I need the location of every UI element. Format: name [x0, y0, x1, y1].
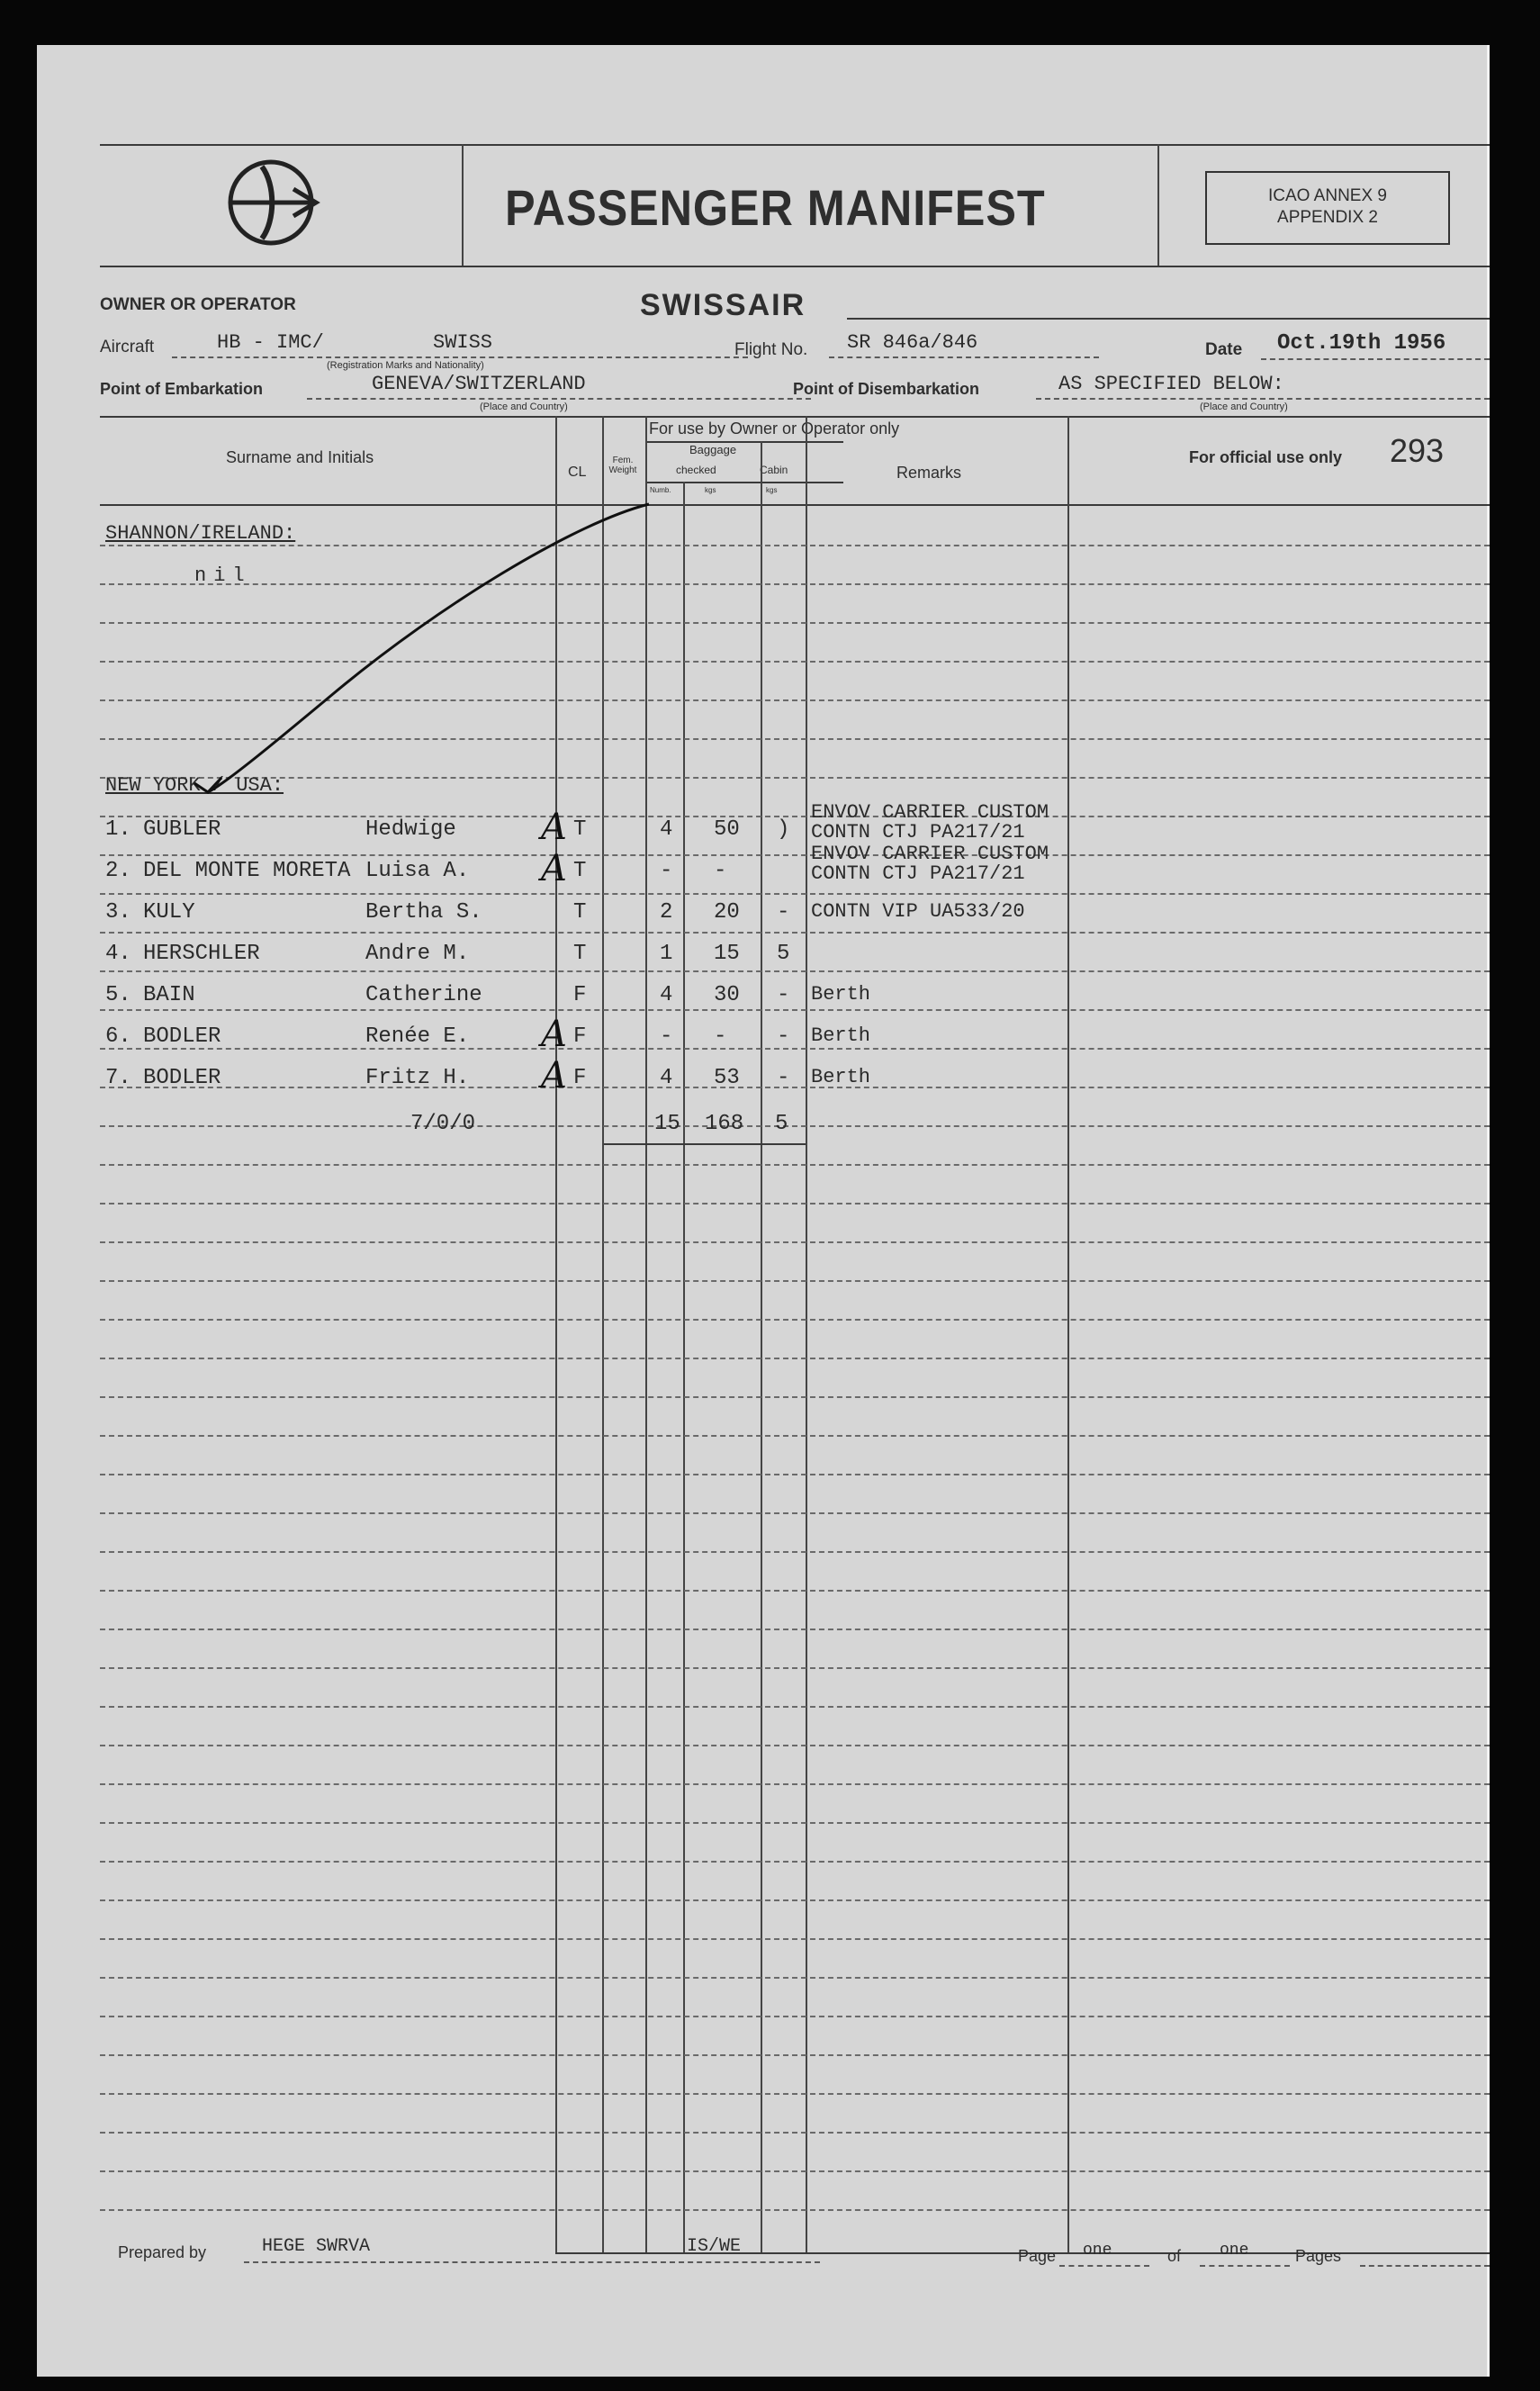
- icao-line-2: APPENDIX 2: [1277, 208, 1378, 227]
- embarkation-label: Point of Embarkation: [100, 380, 264, 398]
- passenger-remark: ENVOV CARRIER CUSTOM: [811, 843, 1049, 865]
- pages-underline: [1360, 2265, 1490, 2267]
- fem-weight-column-header: Fem. Weight: [608, 456, 637, 475]
- passenger-number: 2.: [105, 859, 131, 883]
- total-bag-count: 15: [654, 1112, 680, 1136]
- cabin-kgs: ): [777, 817, 790, 842]
- cabin-kgs: 5: [777, 942, 790, 966]
- passenger-surname: BODLER: [143, 1066, 221, 1090]
- passenger-remark: ENVOV CARRIER CUSTOM: [811, 801, 1049, 824]
- section-heading-shannon: SHANNON/IRELAND:: [105, 522, 296, 545]
- passenger-remark: CONTN CTJ PA217/21: [811, 862, 1025, 885]
- passenger-number: 1.: [105, 817, 131, 842]
- flight-underline: [829, 356, 1099, 358]
- registration-caption: (Registration Marks and Nationality): [327, 360, 484, 371]
- rule-line: [100, 1164, 1490, 1166]
- rule-line: [100, 1203, 1490, 1205]
- icao-box: [1205, 171, 1450, 245]
- rule-line: [100, 1706, 1490, 1708]
- cabin-kgs: -: [777, 1066, 790, 1090]
- prepared-by-label: Prepared by: [118, 2243, 207, 2261]
- passenger-given-name: Renée E.: [365, 1024, 470, 1049]
- total-passenger-count: 7/0/0: [410, 1112, 476, 1136]
- rule-line: [100, 1319, 1490, 1321]
- rule-line: [100, 2093, 1490, 2095]
- passenger-surname: BODLER: [143, 1024, 221, 1049]
- rule-line: [100, 1048, 1490, 1050]
- rule-line: [100, 1358, 1490, 1359]
- passenger-remark: Berth: [811, 1066, 871, 1088]
- manifest-sheet: [37, 45, 1490, 2377]
- handwritten-mark: A: [541, 848, 567, 889]
- passenger-remark: CONTN VIP UA533/20: [811, 900, 1025, 923]
- owner-label: OWNER OR OPERATOR: [100, 295, 296, 314]
- aircraft-registration: HB - IMC/: [217, 331, 324, 354]
- passenger-class: F: [573, 1066, 587, 1090]
- passenger-surname: GUBLER: [143, 817, 221, 842]
- passenger-number: 6.: [105, 1024, 131, 1049]
- header-top-rule: [100, 144, 1490, 146]
- date-label: Date: [1205, 340, 1243, 359]
- prepared-underline: [244, 2261, 820, 2263]
- passenger-surname: KULY: [143, 900, 195, 925]
- header-divider-2: [1157, 144, 1159, 266]
- bag-count: 2: [660, 900, 673, 925]
- passenger-class: T: [573, 942, 587, 966]
- bag-kgs: -: [714, 859, 727, 883]
- rule-line: [100, 1899, 1490, 1901]
- header-subrule-2: [647, 482, 843, 483]
- passenger-given-name: Fritz H.: [365, 1066, 470, 1090]
- rule-line: [100, 970, 1490, 972]
- rule-line: [100, 854, 1490, 856]
- bag-kgs: 53: [714, 1066, 740, 1090]
- handwritten-mark: A: [541, 1014, 567, 1055]
- passenger-number: 4.: [105, 942, 131, 966]
- handwritten-mark: A: [541, 1055, 567, 1096]
- passenger-number: 5.: [105, 983, 131, 1007]
- cabin-kgs: -: [777, 900, 790, 925]
- header-divider-1: [462, 144, 464, 266]
- passenger-given-name: Catherine: [365, 983, 482, 1007]
- passenger-class: F: [573, 1024, 587, 1049]
- prepared-by-value: HEGE SWRVA: [262, 2236, 371, 2257]
- bag-count: -: [660, 1024, 673, 1049]
- rule-line: [100, 1551, 1490, 1553]
- aircraft-label: Aircraft: [100, 338, 155, 356]
- passenger-given-name: Luisa A.: [365, 859, 470, 883]
- passenger-remark: CONTN CTJ PA217/21: [811, 821, 1025, 844]
- rule-line: [100, 1125, 1490, 1127]
- passenger-class: T: [573, 900, 587, 925]
- official-use-header: For official use only: [1189, 448, 1343, 466]
- cabin-header: Cabin: [760, 464, 788, 476]
- disembarkation-label: Point of Disembarkation: [793, 380, 980, 398]
- bag-kgs: -: [714, 1024, 727, 1049]
- column-line-kgs: [683, 482, 685, 2252]
- of-underline: [1200, 2265, 1290, 2267]
- official-number: 293: [1390, 432, 1445, 469]
- numb-header: Numb.: [650, 486, 671, 494]
- rule-line: [100, 1087, 1490, 1088]
- passenger-number: 7.: [105, 1066, 131, 1090]
- rule-line: [100, 1783, 1490, 1785]
- rule-line: [100, 1474, 1490, 1475]
- rule-line: [100, 1396, 1490, 1398]
- owner-underline: [847, 318, 1490, 320]
- bag-count: -: [660, 859, 673, 883]
- page-label: Page: [1018, 2247, 1057, 2265]
- rule-line: [100, 1861, 1490, 1863]
- rule-line: [100, 1280, 1490, 1282]
- passenger-class: T: [573, 859, 587, 883]
- preparer-initials: IS/WE: [687, 2236, 742, 2257]
- section-sub-nil: nil: [194, 564, 252, 587]
- embarkation-caption: (Place and Country): [480, 402, 568, 412]
- aircraft-underline: [172, 356, 748, 358]
- operator-only-header: For use by Owner or Operator only: [649, 420, 900, 438]
- remarks-column-header: Remarks: [896, 464, 962, 482]
- rule-line: [100, 1745, 1490, 1746]
- of-label: of: [1167, 2247, 1182, 2265]
- cabin-kgs: -: [777, 1024, 790, 1049]
- date-underline: [1261, 358, 1490, 360]
- rule-line: [100, 1822, 1490, 1824]
- embarkation-value: GENEVA/SWITZERLAND: [372, 373, 586, 395]
- passenger-given-name: Hedwige: [365, 817, 456, 842]
- column-line-cabin: [761, 441, 762, 2252]
- bag-kgs: 20: [714, 900, 740, 925]
- surname-column-header: Surname and Initials: [226, 448, 374, 466]
- passenger-class: F: [573, 983, 587, 1007]
- flight-number: SR 846a/846: [847, 331, 978, 354]
- rule-line: [100, 1590, 1490, 1592]
- total-bag-kgs: 168: [705, 1112, 744, 1136]
- rule-line: [100, 1629, 1490, 1630]
- rule-line: [100, 2170, 1490, 2172]
- section-heading-newyork: NEW YORK / USA:: [105, 774, 284, 797]
- passenger-given-name: Andre M.: [365, 942, 470, 966]
- rule-line: [100, 2209, 1490, 2211]
- flight-label: Flight No.: [734, 340, 808, 359]
- bag-count: 4: [660, 817, 673, 842]
- owner-value: SWISSAIR: [640, 288, 806, 322]
- rule-line: [100, 1435, 1490, 1437]
- passenger-remark: Berth: [811, 983, 871, 1006]
- passenger-surname: DEL MONTE MORETA: [143, 859, 351, 883]
- handwritten-arrow-icon: [172, 495, 676, 801]
- pages-label: Pages: [1295, 2247, 1342, 2265]
- bag-count: 4: [660, 1066, 673, 1090]
- bag-kgs: 30: [714, 983, 740, 1007]
- rule-line: [100, 1938, 1490, 1940]
- icao-line-1: ICAO ANNEX 9: [1268, 186, 1387, 205]
- date-value: Oct.19th 1956: [1277, 331, 1446, 356]
- rule-line: [100, 2132, 1490, 2134]
- header-bottom-rule: [100, 266, 1490, 267]
- cabin-kgs-header: kgs: [766, 486, 778, 494]
- kgs-header: kgs: [705, 486, 716, 494]
- passenger-number: 3.: [105, 900, 131, 925]
- checked-header: checked: [676, 464, 716, 476]
- rule-line: [100, 893, 1490, 895]
- totals-rule: [604, 1143, 806, 1145]
- disembarkation-underline: [1036, 398, 1490, 400]
- page-total: one: [1220, 2242, 1249, 2260]
- bag-kgs: 15: [714, 942, 740, 966]
- handwritten-mark: A: [541, 807, 567, 848]
- rule-line: [100, 1667, 1490, 1669]
- rule-line: [100, 2016, 1490, 2017]
- passenger-given-name: Bertha S.: [365, 900, 482, 925]
- baggage-header: Baggage: [689, 443, 737, 456]
- bag-kgs: 50: [714, 817, 740, 842]
- disembarkation-value: AS SPECIFIED BELOW:: [1058, 373, 1284, 395]
- rule-line: [100, 2054, 1490, 2056]
- passenger-surname: BAIN: [143, 983, 195, 1007]
- total-cabin-kgs: 5: [775, 1112, 788, 1136]
- page-underline: [1059, 2265, 1149, 2267]
- passenger-remark: Berth: [811, 1024, 871, 1047]
- rule-line: [100, 1241, 1490, 1243]
- passenger-class: T: [573, 817, 587, 842]
- embarkation-underline: [307, 398, 811, 400]
- passenger-surname: HERSCHLER: [143, 942, 260, 966]
- rule-line: [100, 1977, 1490, 1979]
- page-number: one: [1083, 2242, 1112, 2260]
- bag-count: 4: [660, 983, 673, 1007]
- cl-column-header: CL: [568, 465, 587, 480]
- disembarkation-caption: (Place and Country): [1200, 402, 1288, 412]
- cabin-kgs: -: [777, 983, 790, 1007]
- rule-line: [100, 932, 1490, 934]
- table-top-rule: [100, 416, 1490, 418]
- header-subrule-1: [647, 441, 843, 443]
- rule-line: [100, 1512, 1490, 1514]
- rule-line: [100, 1009, 1490, 1011]
- page-title: PASSENGER MANIFEST: [505, 179, 1046, 236]
- bag-count: 1: [660, 942, 673, 966]
- airplane-logo-icon: [208, 153, 334, 252]
- rule-line: [100, 816, 1490, 817]
- aircraft-nationality: SWISS: [433, 331, 493, 354]
